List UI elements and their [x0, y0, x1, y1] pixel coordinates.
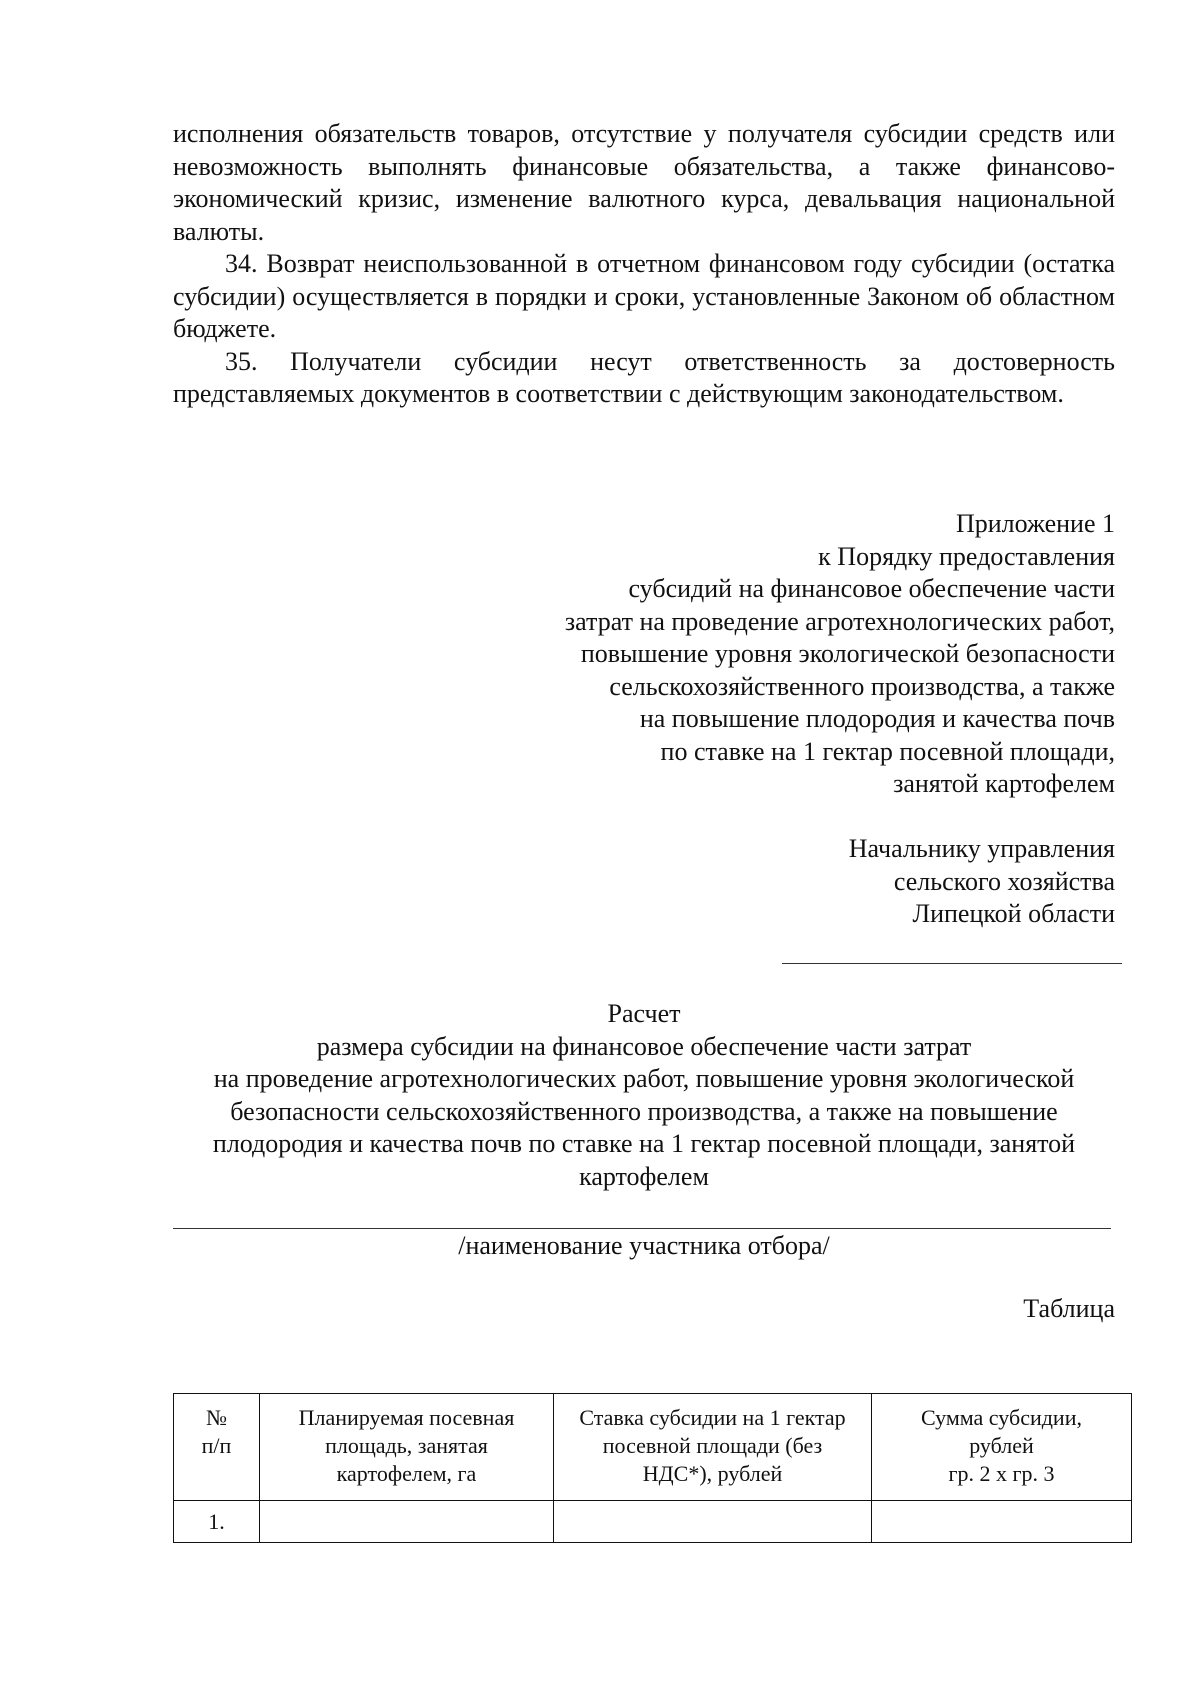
addressee-line: Липецкой области	[912, 899, 1115, 928]
heading-line: безопасности сельскохозяйственного производства, а также на повышение	[230, 1096, 1058, 1126]
appendix-line: Приложение 1	[955, 509, 1115, 538]
heading-line: размера субсидии на финансовое обеспечение части затрат	[316, 1031, 972, 1061]
heading-line: картофелем	[579, 1161, 709, 1191]
appendix-line: повышение уровня экологической безопасности	[580, 639, 1115, 668]
paragraph-35: 35. Получатели субсидии несут ответственность за достоверность представляемых документов в соответствии с действующим законодательством.	[173, 346, 1115, 408]
heading-line: на проведение агротехнологических работ, повышение уровня экологической	[213, 1064, 1075, 1093]
appendix-line: занятой картофелем	[893, 769, 1115, 798]
heading-line: плодородия и качества почв по ставке на 1 гектар посевной площади, занятой	[212, 1129, 1076, 1158]
table-label: Таблица	[1023, 1294, 1115, 1323]
header-cell-number: № п/п	[174, 1394, 260, 1501]
table-header-row	[174, 1394, 1132, 1501]
calculation-table	[173, 1393, 1132, 1543]
paragraph-continuation: исполнения обязательств товаров, отсутствие у получателя субсидии средств или невозможность выполнять финансовые обязательства, а также финансово-экономический кризис, изменение валютного курса, девальвация национальной валюты.	[173, 119, 1115, 246]
body-text	[173, 118, 1115, 411]
participant-name-line	[173, 1228, 1111, 1229]
table-cell-subsidy-amount[interactable]	[872, 1501, 1132, 1543]
appendix-line: на повышение плодородия и качества почв	[639, 704, 1115, 733]
paragraph-34: 34. Возврат неиспользованной в отчетном финансовом году субсидии (остатка субсидии) осуществляется в порядки и сроки, установленные Законом об областном бюджете.	[173, 249, 1115, 343]
appendix-line: по ставке на 1 гектар посевной площади,	[660, 736, 1115, 766]
participant-label: /наименование участника отбора/	[458, 1231, 830, 1260]
appendix-header	[565, 508, 1115, 801]
header-cell-planned-area: Планируемая посевная площадь, занятая картофелем, га	[260, 1394, 554, 1501]
addressee-line: Начальнику управления	[848, 834, 1115, 863]
appendix-line: субсидий на финансовое обеспечение части	[628, 574, 1115, 603]
appendix-line: сельскохозяйственного производства, а также	[609, 671, 1115, 701]
header-cell-subsidy-amount: Сумма субсидии, рублей гр. 2 х гр. 3	[872, 1394, 1132, 1501]
addressee-block	[849, 833, 1115, 931]
table-row	[174, 1501, 1132, 1543]
heading-line: Расчет	[607, 999, 681, 1028]
table-cell-number: 1.	[174, 1501, 260, 1543]
appendix-line: затрат на проведение агротехнологических работ,	[564, 606, 1115, 636]
table-cell-subsidy-rate[interactable]	[554, 1501, 872, 1543]
addressee-line: сельского хозяйства	[893, 866, 1115, 896]
addressee-signature-line	[782, 963, 1122, 964]
table-cell-planned-area[interactable]	[260, 1501, 554, 1543]
appendix-line: к Порядку предоставления	[818, 541, 1115, 571]
header-cell-subsidy-rate: Ставка субсидии на 1 гектар посевной площади (без НДС*), рублей	[554, 1394, 872, 1501]
calculation-heading	[173, 998, 1115, 1193]
